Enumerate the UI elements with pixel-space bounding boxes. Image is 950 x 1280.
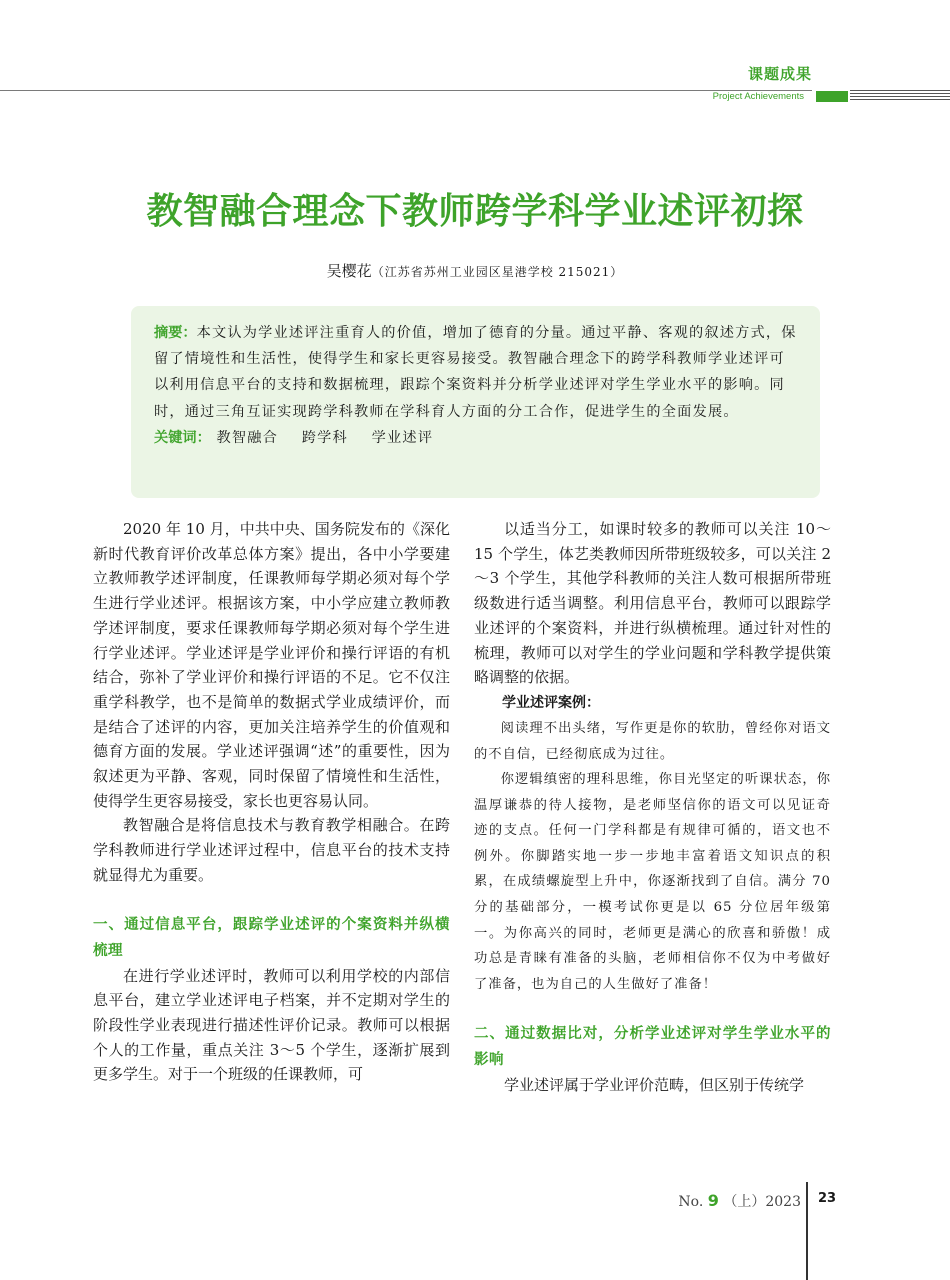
- byline: [0, 260, 950, 281]
- right-column: [474, 517, 831, 1098]
- body-paragraph: 教智融合是将信息技术与教育教学相融合。在跨学科教师进行学业述评过程中，信息平台的技术支持就显得尤为重要。: [93, 816, 450, 884]
- case-paragraph: 阅读理不出头绪，写作更是你的软肋，曾经你对语文的不自信，已经彻底成为过往。: [474, 720, 831, 762]
- header-rule: [0, 90, 812, 91]
- keyword: 学业述评: [371, 429, 434, 446]
- author-name: 吴樱花: [326, 262, 372, 280]
- keywords-label: 关键词：: [154, 429, 211, 446]
- body-paragraph: 在进行学业述评时，教师可以利用学校的内部信息平台，建立学业述评电子档案，并不定期对学生的阶段性学业表现进行描述性评价记录。教师可以根据个人的工作量，重点关注 3～5 个学生，逐渐扩展到更多学生。对于一个班级的任课教师，可: [93, 966, 450, 1084]
- body-paragraph: 学业述评属于学业评价范畴，但区别于传统学: [504, 1076, 805, 1095]
- page-number: 23: [818, 1191, 837, 1206]
- section-heading-2: 二、通过数据比对，分析学业述评对学生学业水平的影响: [474, 1026, 831, 1069]
- case-block: [474, 716, 831, 998]
- header-stripes: [850, 90, 950, 103]
- issue-number: 9: [707, 1191, 719, 1210]
- left-column: [93, 517, 450, 1087]
- keyword: 跨学科: [301, 429, 348, 446]
- body-paragraph: 2020 年 10 月，中共中央、国务院发布的《深化新时代教育评价改革总体方案》提出，各中小学要建立教师教学述评制度，任课教师每学期必须对每个学生进行学业述评。根据该方案，中小学应建立教师教学述评制度，要求任课教师每学期必须对每个学生进行学业述评。学业述评是学业评价和操行评语的有机结合，弥补了学业评价和操行评语的不足。它不仅注重学科教学，也不是简单的数据式学业成绩评价，而是结合了述评的内容，更加关注培养学生的价值观和德育方面的发展。学业述评强调“述”的重要性，因为叙述更为平静、客观，同时保留了情境性和生活性，使得学生更容易接受，家长也更容易认同。: [93, 520, 450, 810]
- issue-prefix: No.: [678, 1194, 704, 1210]
- section-title: 课题成果: [747, 65, 812, 83]
- keywords-line: [154, 425, 799, 451]
- keyword: 教智融合: [216, 429, 279, 446]
- header-accent-block: [816, 91, 848, 102]
- abstract-label: 摘要：: [154, 325, 197, 341]
- footer-rule: [806, 1182, 808, 1280]
- section-subtitle: Project Achievements: [712, 91, 804, 102]
- section-heading-1: 一、通过信息平台，跟踪学业述评的个案资料并纵横梳理: [93, 916, 450, 959]
- issue-suffix: （上）2023: [723, 1194, 801, 1210]
- body-paragraph: 以适当分工，如课时较多的教师可以关注 10～15 个学生，体艺类教师因所带班级较多，可以关注 2～3 个学生，其他学科教师的关注人数可根据所带班级数进行适当调整。利用信息平台，教师可以跟踪学业述评的个案资料，并进行纵横梳理。通过针对性的梳理，教师可以对学生的学业问题和学科教学提供策略调整的依据。: [474, 520, 831, 687]
- article-title: 教智融合理念下教师跨学科学业述评初探: [146, 191, 804, 232]
- abstract-paragraph: [154, 320, 799, 425]
- abstract-text: 本文认为学业述评注重育人的价值，增加了德育的分量。通过平静、客观的叙述方式，保留了情境性和生活性，使得学生和家长更容易接受。教智融合理念下的跨学科教师学业述评可以利用信息平台的支持和数据梳理，跟踪个案资料并分析学业述评对学生学业水平的影响。同时，通过三角互证实现跨学科教师在学科育人方面的分工合作，促进学生的全面发展。: [154, 325, 797, 420]
- case-paragraph: 你逻辑缜密的理科思维，你目光坚定的听课状态，你温厚谦恭的待人接物，是老师坚信你的语文可以见证奇迹的支点。任何一门学科都是有规律可循的，语文也不例外。你脚踏实地一步一步地丰富着语文知识点的积累，在成绩螺旋型上升中，你逐渐找到了自信。满分 70 分的基础部分，一模考试你更是以 65 分位居年级第一。为你高兴的同时，老师更是满心的欣喜和骄傲！成功总是青睐有准备的头脑，老师相信你不仅为中考做好了准备，也为自己的人生做好了准备！: [474, 772, 831, 992]
- author-affiliation: （江苏省苏州工业园区星港学校 215021）: [371, 265, 624, 279]
- issue-info: [678, 1191, 801, 1211]
- case-heading: 学业述评案例：: [502, 694, 600, 711]
- abstract-box: [131, 306, 820, 498]
